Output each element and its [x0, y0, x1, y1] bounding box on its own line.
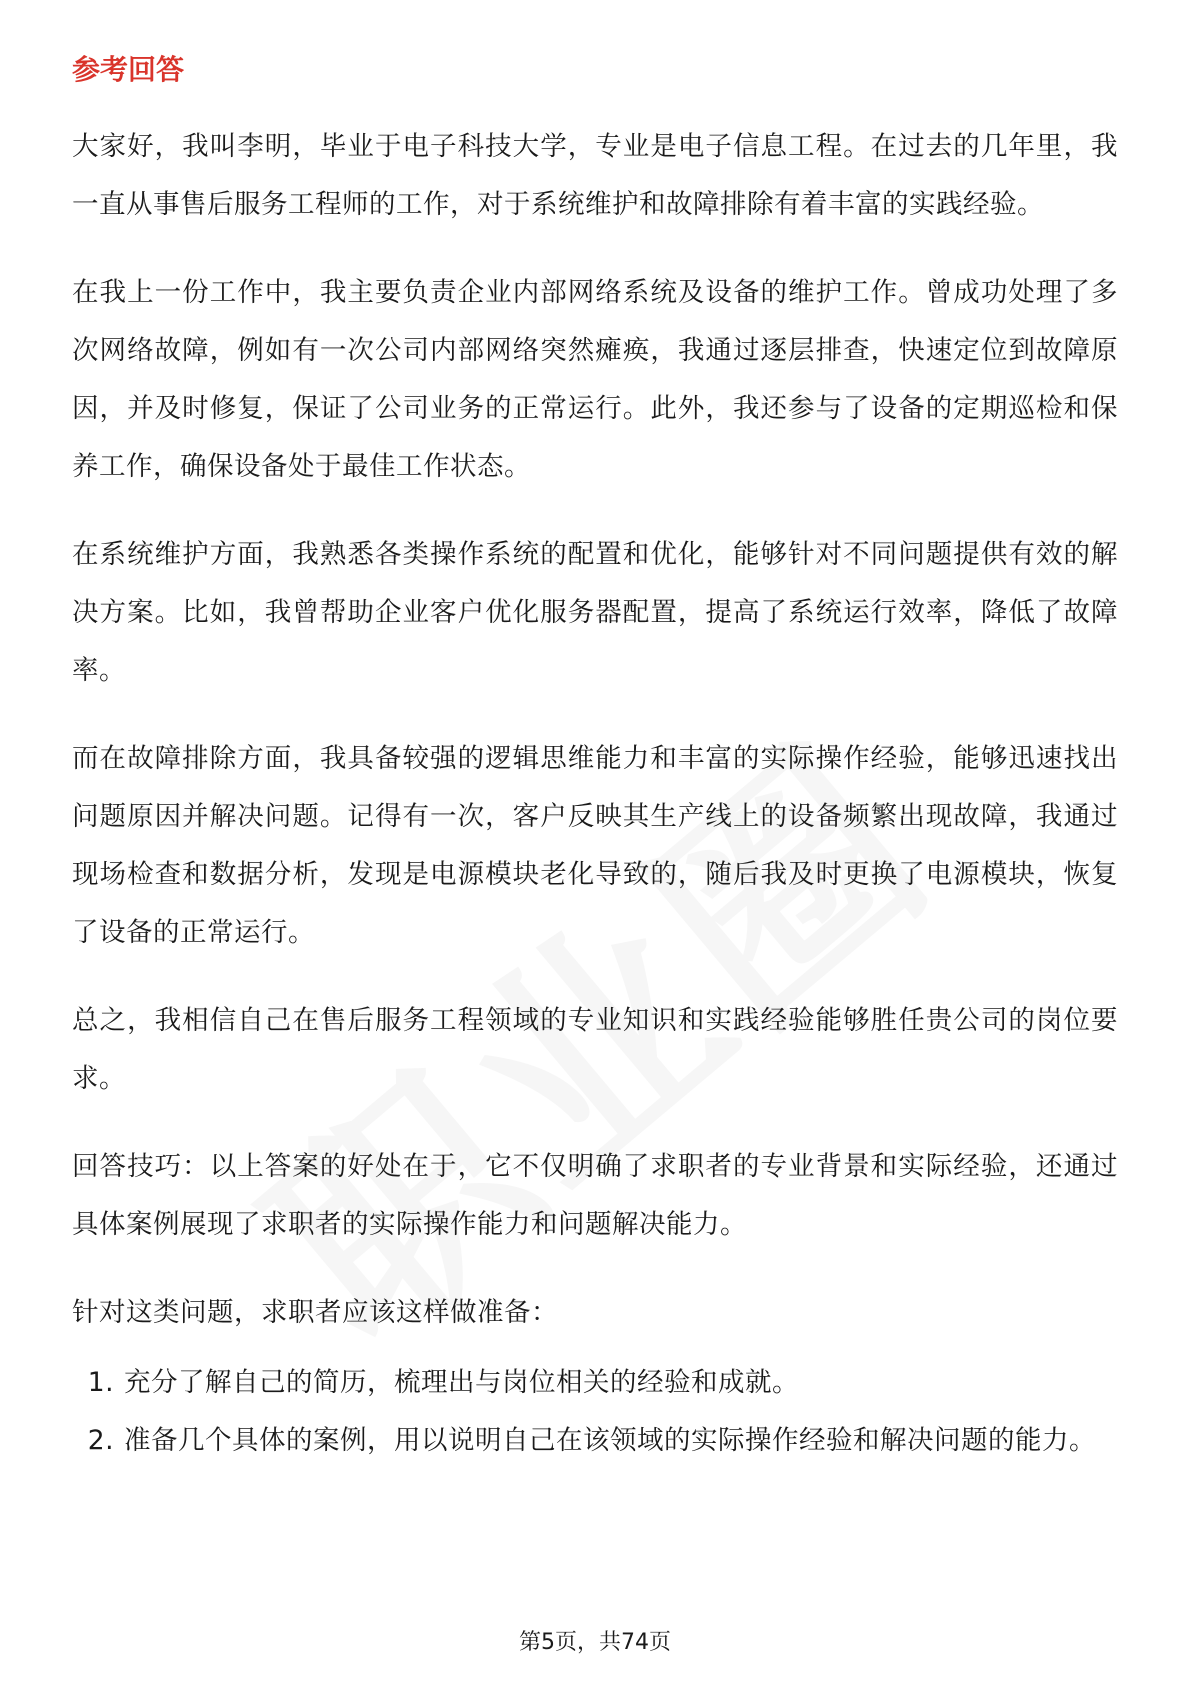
page-footer: 第5页，共74页 — [519, 1630, 671, 1655]
list-item-number: 1. — [87, 1367, 114, 1398]
list-item — [72, 1412, 1118, 1470]
paragraph-preparation-intro: 针对这类问题，求职者应该这样做准备： — [72, 1297, 558, 1328]
list-item — [72, 1354, 1118, 1412]
list-item-text: 准备几个具体的案例，用以说明自己在该领域的实际操作经验和解决问题的能力。 — [124, 1425, 1096, 1456]
section-heading: 参考回答 — [72, 53, 185, 86]
paragraph-previous-job: 在我上一份工作中，我主要负责企业内部网络系统及设备的维护工作。曾成功处理了多次网络故障，例如有一次公司内部网络突然瘫痪，我通过逐层排查，快速定位到故障原因，并及时修复，保证了公司业务的正常运行。此外，我还参与了设备的定期巡检和保养工作，确保设备处于最佳工作状态。 — [72, 277, 1118, 482]
list-item-number: 2. — [87, 1425, 114, 1456]
preparation-list — [72, 1354, 1118, 1470]
list-item-text: 充分了解自己的简历，梳理出与岗位相关的经验和成就。 — [124, 1367, 799, 1398]
document-page — [72, 50, 1118, 1470]
paragraph-answer-tips: 回答技巧：以上答案的好处在于，它不仅明确了求职者的专业背景和实际经验，还通过具体案例展现了求职者的实际操作能力和问题解决能力。 — [72, 1151, 1118, 1240]
paragraph-troubleshooting: 而在故障排除方面，我具备较强的逻辑思维能力和丰富的实际操作经验，能够迅速找出问题原因并解决问题。记得有一次，客户反映其生产线上的设备频繁出现故障，我通过现场检查和数据分析，发现是电源模块老化导致的，随后我及时更换了电源模块，恢复了设备的正常运行。 — [72, 743, 1118, 948]
paragraph-summary: 总之，我相信自己在售后服务工程领域的专业知识和实践经验能够胜任贵公司的岗位要求。 — [72, 1005, 1118, 1094]
paragraph-intro: 大家好，我叫李明，毕业于电子科技大学，专业是电子信息工程。在过去的几年里，我一直从事售后服务工程师的工作，对于系统维护和故障排除有着丰富的实践经验。 — [72, 131, 1118, 220]
paragraph-system-maintenance: 在系统维护方面，我熟悉各类操作系统的配置和优化，能够针对不同问题提供有效的解决方案。比如，我曾帮助企业客户优化服务器配置，提高了系统运行效率，降低了故障率。 — [72, 539, 1118, 686]
